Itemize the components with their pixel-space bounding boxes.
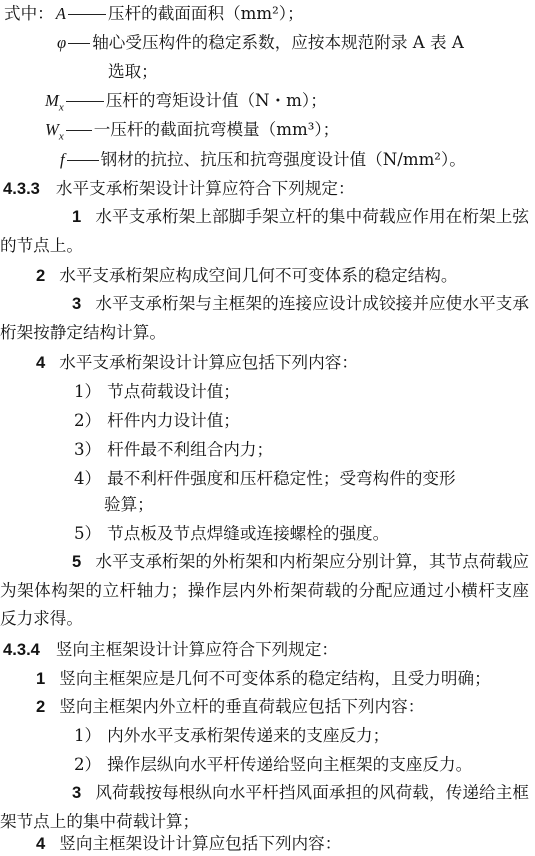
sub-item-text: 杆件最不利组合内力； [107, 440, 274, 459]
section-number: 4.3.4 [3, 640, 40, 659]
item-text: 竖向主框架设计计算应包括下列内容： [59, 834, 342, 853]
sub-item-number: 4） [74, 469, 102, 488]
sub-item-number: 3） [74, 440, 102, 459]
sub-item-text: 操作层纵向水平杆传递给竖向主框架的支座反力。 [107, 755, 473, 774]
def-symbol: A [55, 4, 66, 23]
def-desc-cont: 选取； [108, 62, 158, 81]
sub-item-number: 1） [74, 382, 102, 401]
item-number: 4 [36, 834, 46, 853]
section-title: 水平支承桁架设计计算应符合下列规定： [55, 179, 355, 198]
item-number: 1 [36, 669, 46, 688]
item-number: 4 [36, 353, 46, 372]
paragraph [36, 834, 535, 854]
paragraph [36, 697, 535, 717]
item-text: 竖向主框架应是几何不可变体系的稳定结构，且受力明确； [59, 669, 491, 688]
def-symbol: $M_x$ [45, 91, 64, 114]
sub-item-text: 节点板及节点焊缝或连接螺栓的强度。 [107, 524, 390, 543]
sub-item-text: 节点荷载设计值； [107, 382, 240, 401]
def-row-f [60, 150, 535, 170]
item-text: 水平支承桁架设计计算应包括下列内容： [59, 353, 358, 372]
dash [67, 160, 99, 161]
def-intro: 式中： [4, 4, 54, 23]
sub-item-number: 1） [74, 726, 102, 745]
sub-item [74, 469, 535, 489]
paragraph [0, 779, 529, 836]
paragraph [0, 548, 529, 634]
item-number: 3 [72, 783, 82, 802]
sub-item [74, 726, 535, 746]
item-number: 1 [72, 207, 82, 226]
def-desc: 压杆的弯矩设计值（N・m）； [105, 91, 327, 110]
item-number: 2 [36, 266, 46, 285]
def-desc: 一压杆的截面抗弯模量（mm³）； [93, 120, 340, 139]
sub-item [74, 440, 535, 460]
paragraph [36, 353, 535, 373]
sub-item-text: 验算； [104, 495, 154, 514]
def-symbol: $W_x$ [45, 120, 64, 143]
sub-item-number: 5） [74, 524, 102, 543]
def-row-Wx [45, 120, 535, 143]
item-number: 5 [72, 552, 82, 571]
section-title: 竖向主框架设计计算应符合下列规定： [55, 640, 339, 659]
dash [66, 101, 104, 102]
dash [68, 14, 106, 15]
sub-item-cont [104, 495, 535, 515]
sub-item [74, 382, 535, 402]
section-heading-4-3-4 [3, 640, 535, 660]
paragraph [0, 290, 529, 347]
def-desc: 轴心受压构件的稳定系数，应按本规范附录 A 表 A [92, 33, 464, 52]
dash [68, 43, 90, 44]
def-desc: 钢材的抗拉、抗压和抗弯强度设计值（N/mm²）。 [100, 150, 466, 169]
section-heading-4-3-3 [3, 179, 535, 199]
paragraph [0, 203, 529, 260]
sub-item-number: 2） [74, 411, 102, 430]
item-number: 3 [72, 294, 82, 313]
def-row-Mx [45, 91, 535, 114]
item-text: 竖向主框架内外立杆的垂直荷载应包括下列内容： [59, 697, 425, 716]
item-text: 水平支承桁架上部脚手架立杆的集中荷载应作用在桁架上弦的节点上。 [0, 207, 529, 255]
def-row-phi-cont [108, 62, 535, 82]
paragraph [36, 669, 535, 689]
sub-item-number: 2） [74, 755, 102, 774]
def-desc: 压杆的截面面积（mm²）； [107, 4, 304, 23]
dash [66, 130, 92, 131]
sub-item [74, 524, 535, 544]
paragraph [36, 266, 535, 286]
sub-item [74, 411, 535, 431]
section-number: 4.3.3 [3, 179, 40, 198]
def-row-A [4, 4, 535, 24]
item-text: 风荷载按每根纵向水平杆挡风面承担的风荷载，传递给主框架节点上的集中荷载计算； [0, 783, 529, 831]
sub-item-text: 内外水平支承桁架传递来的支座反力； [107, 726, 390, 745]
sub-item-text: 最不利杆件强度和压杆稳定性；受弯构件的变形 [107, 469, 456, 488]
def-symbol: φ [57, 33, 67, 52]
item-number: 2 [36, 697, 46, 716]
sub-item-text: 杆件内力设计值； [107, 411, 240, 430]
def-symbol: f [60, 150, 65, 169]
item-text: 水平支承桁架应构成空间几何不可变体系的稳定结构。 [59, 266, 458, 285]
sub-item [74, 755, 535, 775]
item-text: 水平支承桁架的外桁架和内桁架应分别计算，其节点荷载应为架体构架的立杆轴力；操作层内外桁架荷载的分配应通过小横杆支座反力求得。 [0, 552, 529, 629]
def-row-phi [57, 33, 535, 53]
item-text: 水平支承桁架与主框架的连接应设计成铰接并应使水平支承桁架按静定结构计算。 [0, 294, 529, 342]
